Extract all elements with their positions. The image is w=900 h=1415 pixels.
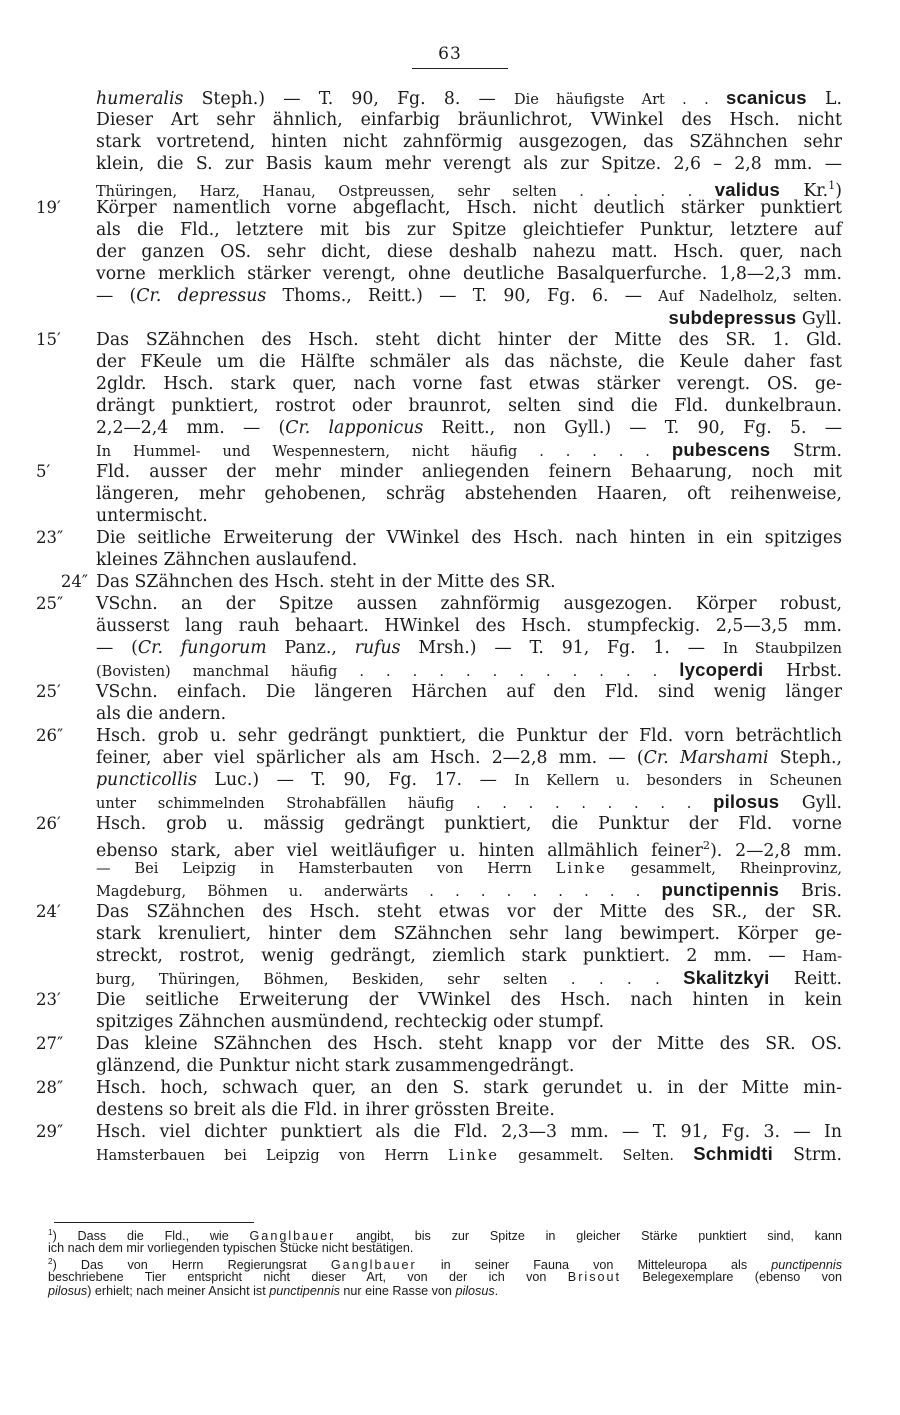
lines-line xyxy=(96,835,842,861)
lines-line xyxy=(96,219,842,241)
text-run: rufus xyxy=(354,638,401,658)
species-name: scanicus xyxy=(726,87,807,108)
lines-line xyxy=(96,1143,842,1165)
text-run: 2gldr. Hsch. stark quer, nach vorne fast etwas stärker verengt. OS. ge- xyxy=(96,374,842,394)
lines-line xyxy=(96,175,842,201)
text-run: pilosus xyxy=(48,1284,88,1299)
text-run: — Bei Leipzig in Hamsterbauten von Herrn xyxy=(96,861,556,877)
text-run: ). 2—2,8 mm. xyxy=(710,840,842,861)
text-run: In Hummel- und Wespennestern, nicht häufig . . . . . xyxy=(96,444,672,460)
lines-line xyxy=(96,109,842,131)
text-run: Fld. ausser der mehr minder anliegenden feinern Behaarung, noch mit xyxy=(96,462,842,482)
text-run: Hsch. grob u. sehr gedrängt punktiert, die Punktur der Fld. vorn beträchtlich xyxy=(96,726,842,746)
text-run: als die Fld., letztere mit bis zur Spitze gleichtiefer Punktur, letztere auf xyxy=(96,220,842,240)
text-run: ) Dass die Fld., wie xyxy=(52,1229,250,1244)
lines-line xyxy=(36,725,842,747)
text-run: Gyll. xyxy=(796,309,842,329)
lines-line xyxy=(36,901,842,923)
couplet-number: 23″ xyxy=(36,528,64,547)
text-run: längeren, mehr gehobenen, schräg abstehenden Haaren, oft reihenweise, xyxy=(96,484,842,504)
text-run: Cr. Marshami xyxy=(643,748,769,768)
lines-line xyxy=(60,571,842,593)
text-run: Hsch. grob u. mässig gedrängt punktiert, die Punktur der Fld. vorne xyxy=(96,814,842,834)
couplet-number: 5′ xyxy=(36,462,51,481)
text-run: Ham- xyxy=(802,949,842,965)
lines-line xyxy=(96,945,842,967)
text-run: Thoms., Reitt.) — T. 90, Fg. 6. — xyxy=(266,286,659,306)
lines-line xyxy=(96,285,842,307)
text-run: Steph.) — T. 90, Fg. 8. — xyxy=(183,89,514,109)
text-run: Brisout xyxy=(567,1269,621,1284)
text-run: (Bovisten) manchmal häufig . . . . . . . . . . . . xyxy=(96,664,680,680)
text-run: Strm. xyxy=(770,441,842,461)
text-run: ) xyxy=(835,180,842,201)
text-run: unter schimmelnden Strohabfällen häufig . . . . . . . . . xyxy=(96,796,714,812)
lines-line xyxy=(96,505,842,527)
lines-line xyxy=(36,197,842,219)
lines-line xyxy=(96,483,842,505)
text-run: Cr. depressus xyxy=(136,286,267,306)
text-run: VSchn. einfach. Die längeren Härchen auf den Fld. sind wenig länger xyxy=(96,682,842,702)
text-run: Dieser Art sehr ähnlich, einfarbig bräunlichrot, VWinkel des Hsch. nicht xyxy=(96,110,842,130)
text-run: Hamsterbauen bei Leipzig von Herrn xyxy=(96,1148,448,1164)
text-run: stark vortretend, hinten nicht zahnförmig ausgezogen, das SZähnchen sehr xyxy=(96,132,842,152)
text-run: . xyxy=(494,1284,499,1299)
text-run: In Kellern u. besonders in Scheunen xyxy=(514,773,842,789)
lines-line xyxy=(96,87,842,109)
text-run: Luc.) — T. 90, Fg. 17. — xyxy=(197,770,515,790)
lines-line xyxy=(96,263,842,285)
lines-line xyxy=(96,659,842,681)
text-run: Das kleine SZähnchen des Hsch. steht knapp vor der Mitte des SR. OS. xyxy=(96,1034,842,1054)
lines-line xyxy=(96,439,842,461)
text-run: Die seitliche Erweiterung der VWinkel des Hsch. nach hinten in kein xyxy=(96,990,842,1010)
species-name: pubescens xyxy=(671,439,771,460)
text-run: Hsch. hoch, schwach quer, an den S. stark gerundet u. in der Mitte min- xyxy=(96,1078,842,1098)
text-run: Cr. lapponicus xyxy=(285,418,424,438)
text-run: streckt, rostrot, wenig gedrängt, ziemlich stark punktiert. 2 mm. — xyxy=(96,946,803,966)
text-run: ebenso stark, aber viel weitläufiger u. hinten allmählich feiner xyxy=(96,840,703,861)
text-run: der ganzen OS. sehr dicht, diese deshalb nahezu matt. Hsch. quer, nach xyxy=(96,242,842,262)
text-run: Körper namentlich vorne abgeflacht, Hsch. nicht deutlich stärker punktiert xyxy=(96,198,842,218)
text-run: gesammelt, Rheinprovinz, xyxy=(606,861,843,877)
lines-line xyxy=(96,1055,842,1077)
couplet-number: 28″ xyxy=(36,1078,64,1097)
text-run: 1 xyxy=(48,1228,53,1237)
lines-line xyxy=(96,769,842,791)
lines-line xyxy=(36,1121,842,1143)
text-run: 2 xyxy=(702,839,711,852)
text-run: Das SZähnchen des Hsch. steht dicht hinter der Mitte des SR. 1. Gld. xyxy=(96,330,842,350)
text-run: ) Das von Herrn Regierungsrat xyxy=(52,1258,331,1273)
couplet-number: 26″ xyxy=(36,726,64,745)
text-run: kleines Zähnchen auslaufend. xyxy=(96,550,358,570)
text-run: Auf Nadelholz, selten. xyxy=(658,289,842,305)
lines-line xyxy=(96,373,842,395)
lines-line xyxy=(36,461,842,483)
text-run: feiner, aber viel spärlicher als am Hsch. 2—2,8 mm. — ( xyxy=(96,748,644,768)
text-run: Reitt. xyxy=(769,969,842,989)
text-run: ich nach dem mir vorliegenden typischen Stücke nicht bestätigen. xyxy=(48,1240,414,1255)
text-run: 1 xyxy=(828,179,836,192)
couplet-number: 26′ xyxy=(36,814,61,833)
text-run: der FKeule um die Hälfte schmäler als das nächste, die Keule daher fast xyxy=(96,352,842,372)
footnotes-line xyxy=(48,1255,843,1273)
text-run: stark krenuliert, hinter dem SZähnchen sehr lang bewimpert. Körper ge- xyxy=(96,924,842,944)
lines-line xyxy=(96,395,842,417)
lines-line xyxy=(96,747,842,769)
text-run: in seiner Fauna von Mitteleuropa als xyxy=(416,1258,772,1273)
lines-line xyxy=(96,791,842,813)
text-run: Ganglbauer xyxy=(249,1229,336,1244)
lines-line xyxy=(96,241,842,263)
species-name: pilosus xyxy=(713,791,780,812)
key-text xyxy=(36,87,843,1165)
text-run: Panz., xyxy=(266,638,355,658)
lines-line xyxy=(36,813,842,835)
text-run: vorne merklich stärker verengt, ohne deutliche Basalquerfurche. 1,8—2,3 mm. xyxy=(96,264,842,284)
text-run: — ( xyxy=(96,638,138,658)
lines-line xyxy=(36,1077,842,1099)
species-name: validus xyxy=(714,178,780,200)
lines-line xyxy=(96,923,842,945)
text-run: Gyll. xyxy=(779,793,843,813)
lines-line xyxy=(96,637,842,659)
header-rule xyxy=(412,68,508,69)
text-run: 2,2—2,4 mm. — ( xyxy=(96,418,286,438)
lines-line xyxy=(96,879,842,901)
lines-line xyxy=(96,1099,842,1121)
text-run: Magdeburg, Böhmen u. anderwärts . . . . . . . . . xyxy=(96,884,662,900)
couplet-number: 25″ xyxy=(36,594,64,613)
text-run: punctipennis xyxy=(269,1284,340,1299)
lines-line xyxy=(36,1033,842,1055)
text-run: als die andern. xyxy=(96,704,227,724)
text-run: äusserst lang rauh behaart. HWinkel des Hsch. stumpfeckig. 2,5—3,5 mm. xyxy=(96,616,842,636)
couplet-number: 15′ xyxy=(36,330,61,349)
lines-line xyxy=(96,153,842,175)
lines-line xyxy=(96,549,842,571)
lines-line xyxy=(96,131,842,153)
text-run: Linke xyxy=(555,861,607,877)
text-run: Strm. xyxy=(772,1145,842,1165)
lines-line xyxy=(36,681,842,703)
lines-line xyxy=(96,967,842,989)
text-run: humeralis xyxy=(96,89,184,109)
text-run: ) erhielt; nach meiner Ansicht ist xyxy=(87,1284,270,1299)
couplet-number: 24′ xyxy=(36,902,61,921)
lines-line xyxy=(36,329,842,351)
text-run: burg, Thüringen, Böhmen, Beskiden, sehr selten . . . . xyxy=(96,972,684,988)
footnotes-line xyxy=(48,1284,842,1299)
text-run: glänzend, die Punktur nicht stark zusammengedrängt. xyxy=(96,1056,575,1076)
text-run: gesammelt. Selten. xyxy=(498,1148,694,1164)
text-run: Belegexemplare (ebenso von xyxy=(621,1269,842,1284)
species-name: lycoperdi xyxy=(679,659,764,680)
species-name: punctipennis xyxy=(661,879,780,900)
text-run: spitziges Zähnchen ausmündend, rechteckig oder stumpf. xyxy=(96,1012,605,1032)
text-run: Das SZähnchen des Hsch. steht etwas vor der Mitte des SR., der SR. xyxy=(96,902,842,922)
text-run: drängt punktiert, rostrot oder braunrot, selten sind die Fld. dunkelbraun. xyxy=(96,396,842,416)
text-run: — ( xyxy=(96,286,137,306)
couplet-number: 24″ xyxy=(60,572,88,591)
couplet-number: 29″ xyxy=(36,1122,64,1141)
lines-line xyxy=(96,417,842,439)
text-run: Cr. fungorum xyxy=(137,638,267,658)
lines-line xyxy=(36,593,842,615)
lines-line xyxy=(96,1011,842,1033)
text-run: Die seitliche Erweiterung der VWinkel des Hsch. nach hinten in ein spitziges xyxy=(96,528,842,548)
species-name: subdepressus xyxy=(668,307,797,328)
footnotes-line xyxy=(48,1226,842,1244)
lines-line xyxy=(36,989,842,1011)
lines-line xyxy=(96,857,842,879)
text-run: 2 xyxy=(48,1257,53,1267)
text-run: Mrsh.) — T. 91, Fg. 1. — xyxy=(400,638,723,658)
text-run: Die häufigste Art . . xyxy=(514,92,727,108)
text-run: VSchn. an der Spitze aussen zahnförmig ausgezogen. Körper robust, xyxy=(96,594,842,614)
text-run: Kr. xyxy=(779,180,829,201)
species-name: Schmidti xyxy=(693,1143,773,1164)
lines-line xyxy=(96,351,842,373)
lines-line xyxy=(96,703,842,725)
text-run: Linke xyxy=(447,1148,499,1164)
text-run: Thüringen, Harz, Hanau, Ostpreussen, sehr selten . . . . . xyxy=(96,183,715,200)
footnotes-line xyxy=(48,1241,842,1256)
text-run: punctipennis xyxy=(771,1258,843,1273)
text-run: Hrbst. xyxy=(763,661,842,681)
species-name: Skalitzkyi xyxy=(683,967,770,988)
text-run: untermischt. xyxy=(96,506,208,526)
couplet-number: 23′ xyxy=(36,990,61,1009)
text-run: Hsch. viel dichter punktiert als die Fld. 2,3—3 mm. — T. 91, Fg. 3. — In xyxy=(96,1122,842,1142)
lines-line xyxy=(96,307,842,329)
text-run: pilosus xyxy=(455,1284,495,1299)
couplet-number: 25′ xyxy=(36,682,61,701)
text-run: puncticollis xyxy=(96,770,198,790)
footnotes xyxy=(48,1226,842,1299)
couplet-number: 19′ xyxy=(36,198,61,217)
text-run: beschriebene Tier entspricht nicht dieser Art, von der ich von xyxy=(48,1269,568,1284)
text-run: klein, die S. zur Basis kaum mehr verengt als zur Spitze. 2,6 – 2,8 mm. — xyxy=(96,154,842,174)
text-run: Ganglbauer xyxy=(330,1258,417,1273)
text-run: angibt, bis zur Spitze in gleicher Stärke punktiert sind, kann xyxy=(335,1229,842,1244)
page-number: 63 xyxy=(438,44,462,64)
text-run: Steph., xyxy=(768,748,842,768)
couplet-number: 27″ xyxy=(36,1034,64,1053)
footnote-rule xyxy=(54,1222,254,1223)
text-run: Bris. xyxy=(779,881,842,901)
text-run: destens so breit als die Fld. in ihrer grössten Breite. xyxy=(96,1100,555,1120)
text-run: nur eine Rasse von xyxy=(339,1284,456,1299)
footnotes-line xyxy=(48,1270,842,1285)
lines-line xyxy=(36,527,842,549)
text-run: Reitt., non Gyll.) — T. 90, Fg. 5. — xyxy=(423,418,842,438)
text-run: In Staubpilzen xyxy=(722,641,842,657)
lines-line xyxy=(96,615,842,637)
text-run: Das SZähnchen des Hsch. steht in der Mitte des SR. xyxy=(96,572,556,592)
text-run: L. xyxy=(806,89,842,109)
